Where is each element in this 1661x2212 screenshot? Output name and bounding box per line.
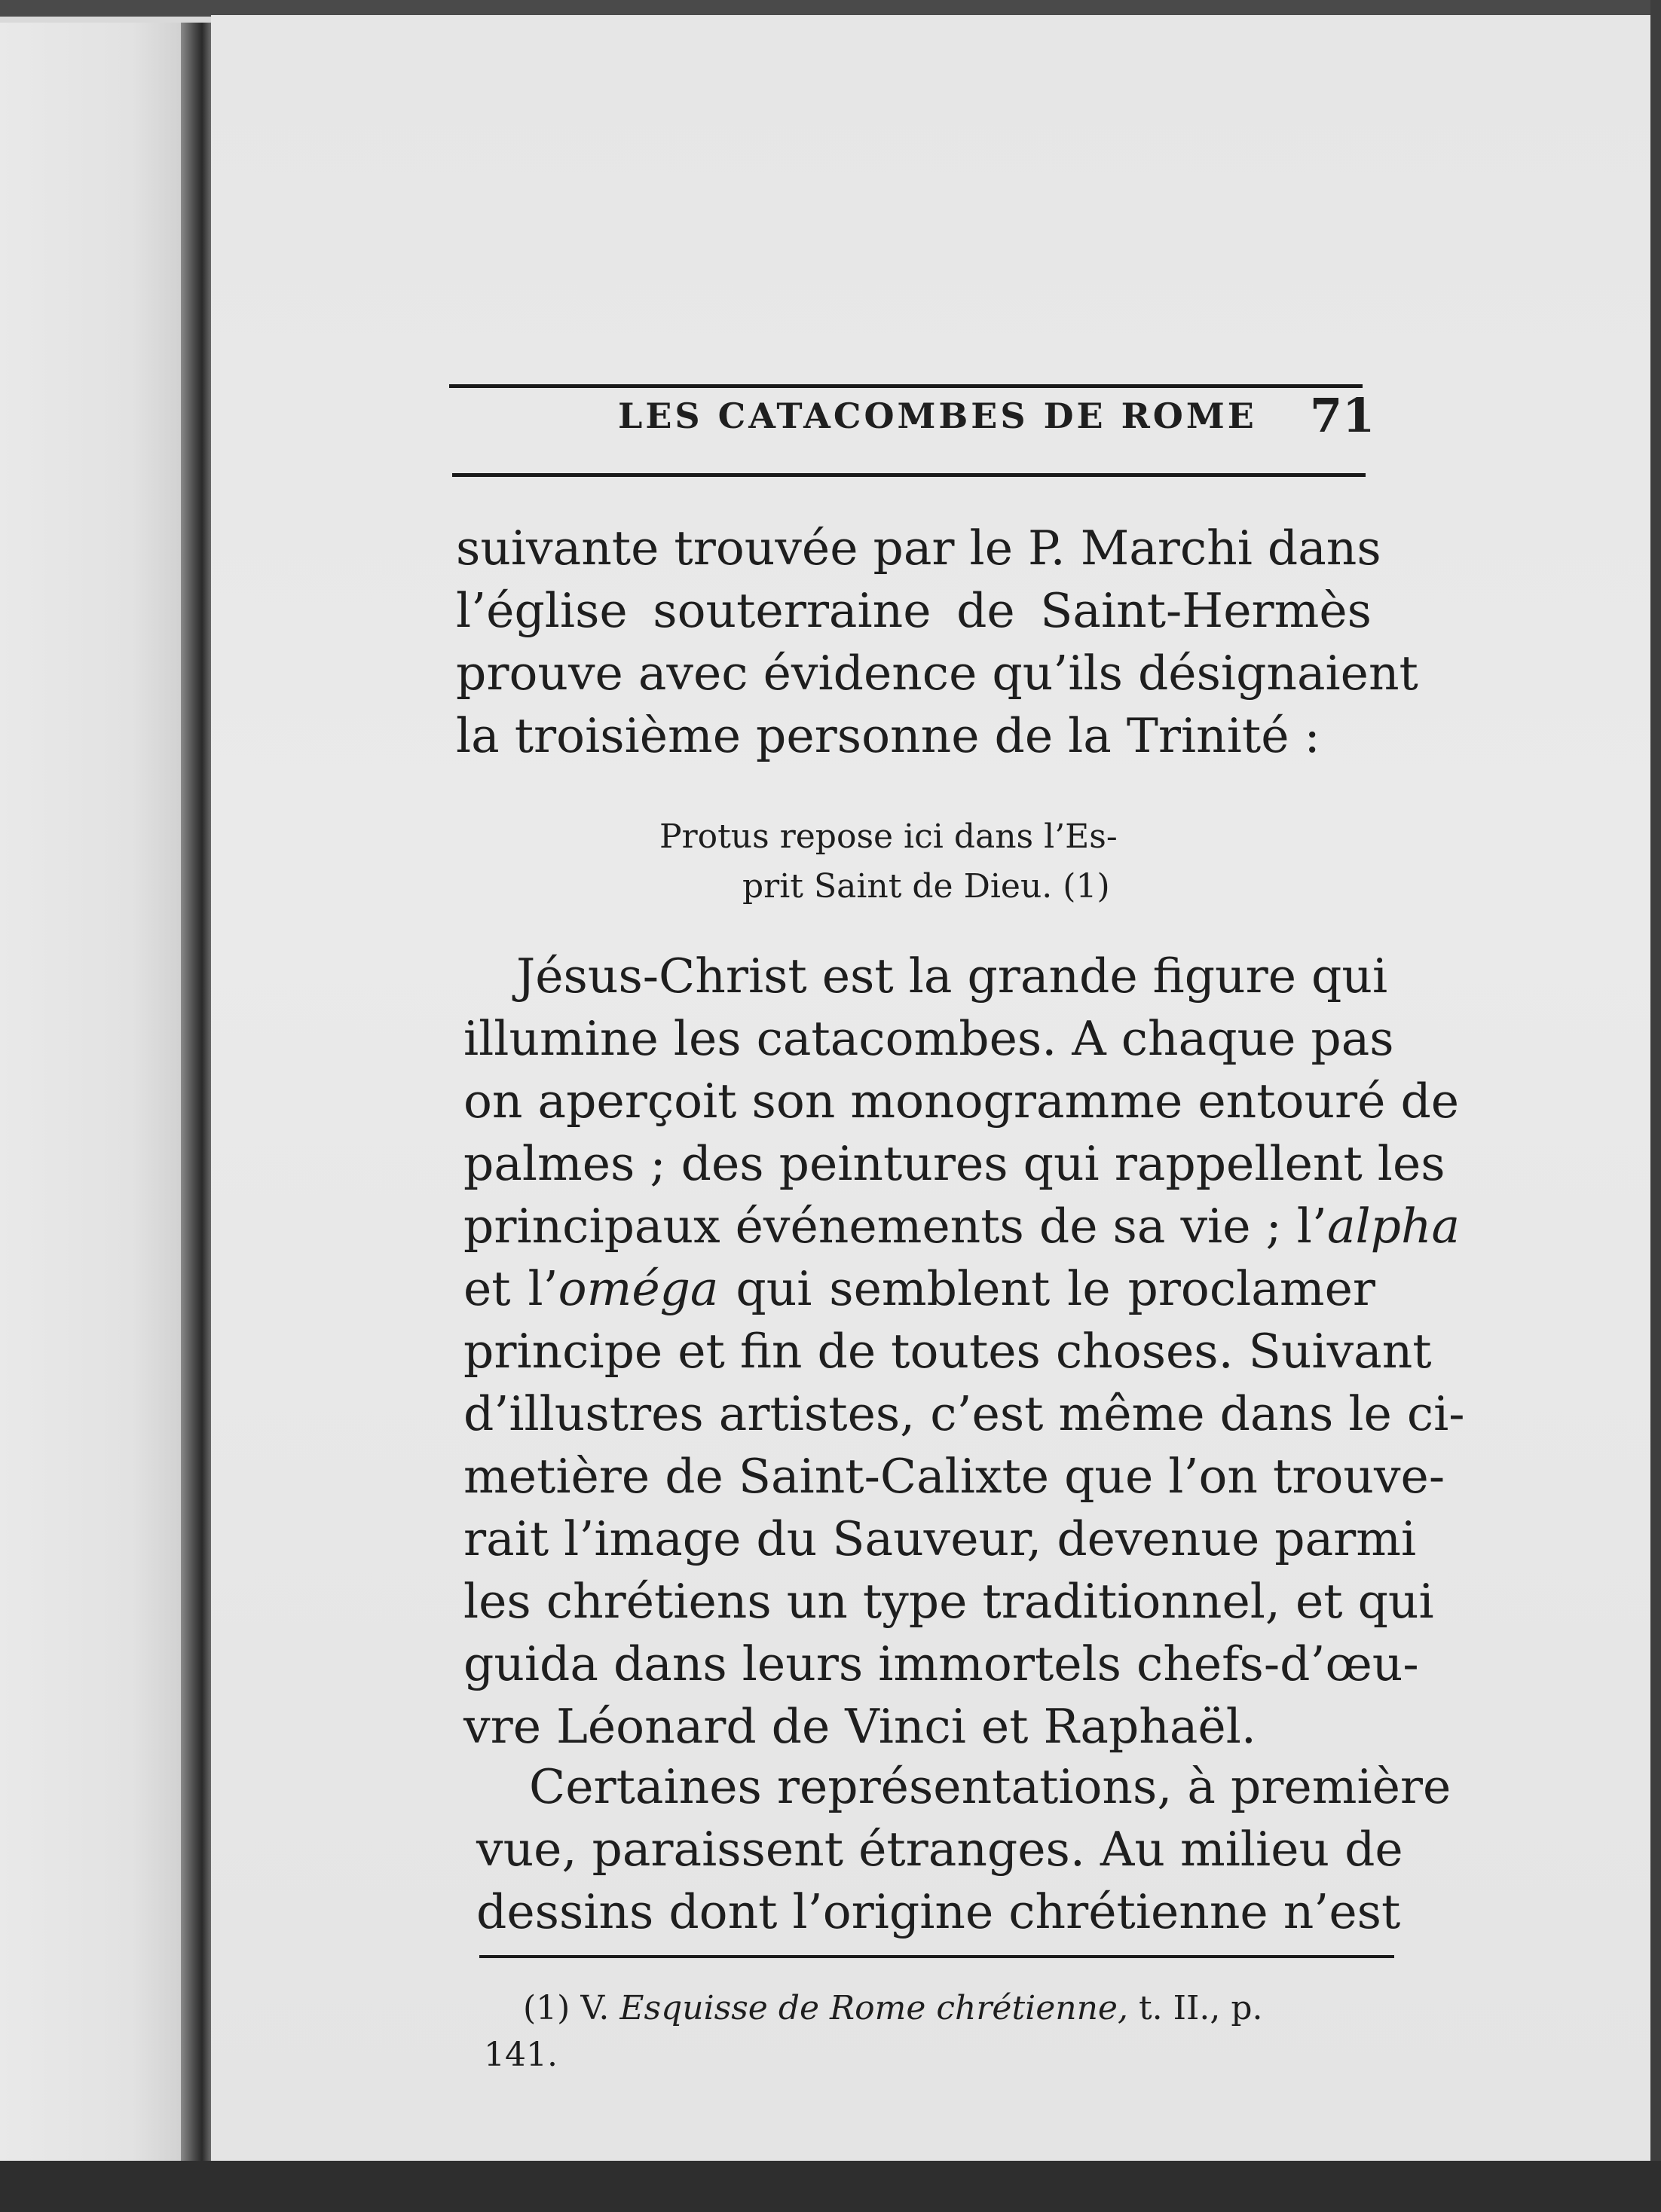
line-text: principaux événements de sa vie ; l’ — [463, 1199, 1327, 1254]
footnote-suffix: t. II., p. — [1127, 1989, 1263, 2027]
page-number: 71 — [1310, 388, 1375, 443]
text-line: les chrétiens un type traditionnel, et qui — [463, 1574, 1434, 1629]
text-line: dessins dont l’origine chrétienne n’est — [476, 1884, 1401, 1939]
text-line: d’illustres artistes, c’est même dans le ci- — [463, 1386, 1465, 1441]
text-line: guida dans leurs immortels chefs-d’œu- — [463, 1636, 1419, 1691]
footnote-title: Esquisse de Rome chrétienne, — [619, 1989, 1128, 2027]
epitaph-quote — [659, 812, 1232, 912]
text-line: palmes ; des peintures qui rappellent les — [463, 1136, 1445, 1191]
footnote-prefix: (1) V. — [523, 1989, 620, 2027]
footnote-line-1 — [523, 1985, 1397, 2032]
text-line: l’église souterraine de Saint-Hermès — [456, 583, 1372, 638]
text-line-alpha — [463, 1195, 1461, 1257]
verse-line: Protus repose ici dans l’Es- — [659, 817, 1118, 856]
text-line: la troisième personne de la Trinité : — [456, 708, 1320, 763]
text-line: metière de Saint-Calixte que l’on trouve- — [463, 1449, 1445, 1504]
line-text: qui semblent le proclamer — [718, 1261, 1375, 1316]
line-text: et l’ — [463, 1261, 558, 1316]
text-line: vue, paraissent étranges. Au milieu de — [476, 1822, 1403, 1877]
paragraph-2 — [463, 945, 1465, 1758]
footnote — [484, 1985, 1397, 2079]
text-line: illumine les catacombes. A chaque pas — [463, 1011, 1394, 1066]
scan-bottom-edge — [0, 2161, 1661, 2212]
text-line-omega — [463, 1257, 1375, 1320]
verse-line: prit Saint de Dieu. (1) — [742, 867, 1110, 906]
left-page-edge — [0, 23, 188, 2162]
footnote-rule — [479, 1955, 1394, 1958]
paragraph-3 — [476, 1755, 1451, 1943]
book-gutter — [181, 23, 211, 2162]
header-bottom-rule — [452, 473, 1366, 477]
footnote-line-2: 141. — [484, 2036, 558, 2074]
text-line: suivante trouvée par le P. Marchi dans — [456, 521, 1381, 576]
paragraph-1 — [456, 517, 1418, 767]
italic-alpha: alpha — [1326, 1199, 1461, 1254]
italic-omega: oméga — [558, 1261, 719, 1316]
scan-top-edge — [0, 0, 1661, 17]
scan-right-edge — [1650, 0, 1661, 2212]
text-line: Certaines représentations, à première — [529, 1759, 1451, 1814]
header-top-rule — [449, 384, 1363, 388]
text-line: on aperçoit son monogramme entouré de — [463, 1074, 1460, 1129]
text-line: Jésus-Christ est la grande figure qui — [516, 949, 1388, 1004]
text-line: prouve avec évidence qu’ils désignaient — [456, 646, 1418, 701]
text-line: principe et fin de toutes choses. Suivant — [463, 1324, 1432, 1379]
text-line: vre Léonard de Vinci et Raphaël. — [463, 1699, 1256, 1754]
text-line: rait l’image du Sauveur, devenue parmi — [463, 1511, 1417, 1566]
running-title: LES CATACOMBES DE ROME — [618, 396, 1257, 436]
